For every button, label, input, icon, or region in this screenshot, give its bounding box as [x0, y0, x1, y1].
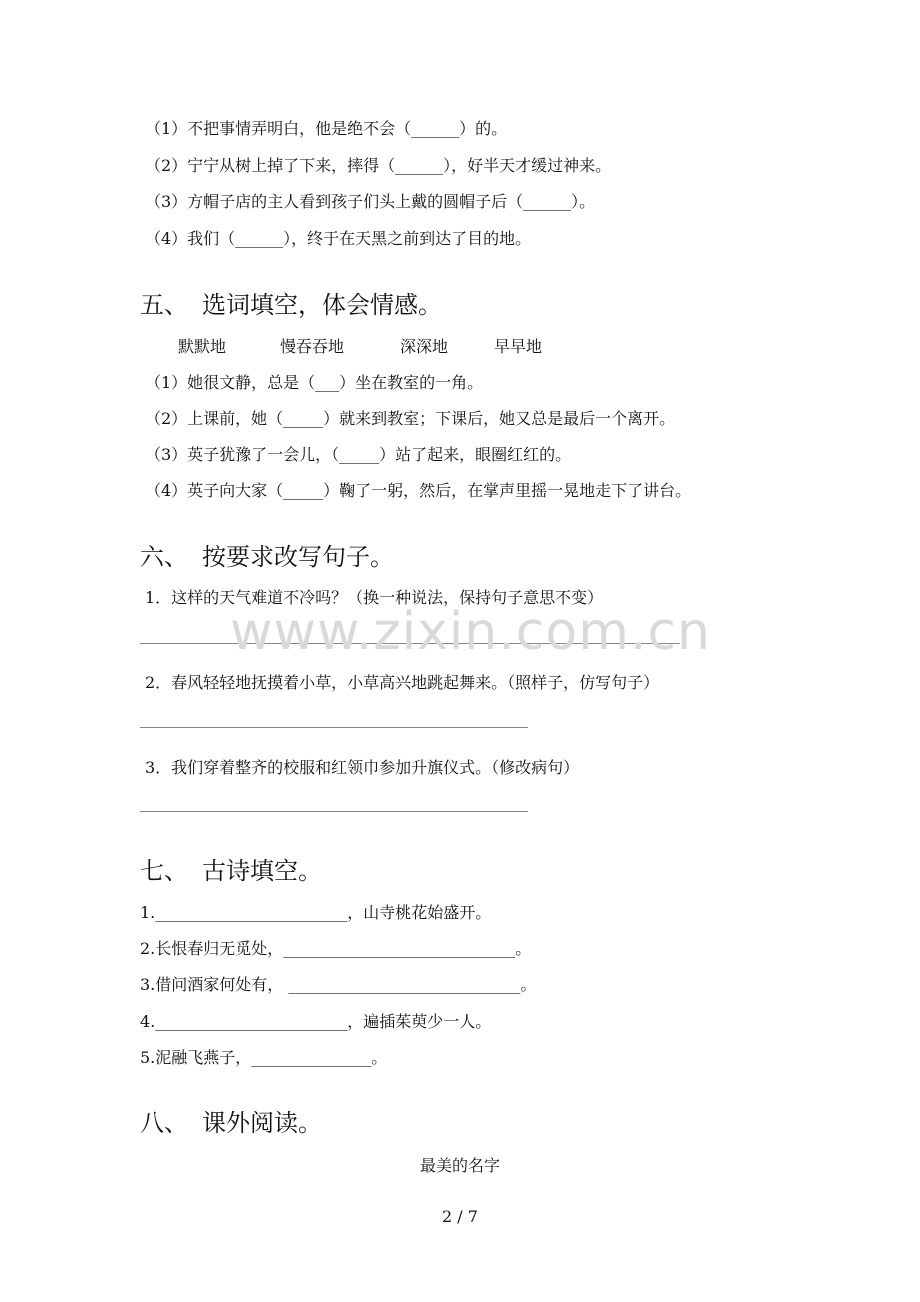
- poem-item-4: 4.________________________，遍插茱萸少一人。: [140, 1012, 492, 1031]
- section-8-number: 八、: [140, 1109, 188, 1137]
- question-4-1: （1）不把事情弄明白，他是绝不会（______）的。: [145, 119, 508, 138]
- question-5-4: （4）英子向大家（_____）鞠了一躬，然后，在掌声里摇一晃地走下了讲台。: [145, 481, 692, 500]
- section-6-heading: [140, 542, 394, 572]
- question-6-3: 3．我们穿着整齐的校服和红领巾参加升旗仪式。（修改病句）: [145, 758, 580, 777]
- poem-item-2: 2.长恨春归无觅处，_____________________________。: [140, 939, 532, 958]
- question-4-4: （4）我们（______），终于在天黑之前到达了目的地。: [145, 229, 532, 248]
- section-8-heading: [140, 1108, 322, 1138]
- section-7-title: 古诗填空。: [202, 857, 322, 885]
- section-7-heading: [140, 856, 322, 886]
- question-4-3: （3）方帽子店的主人看到孩子们头上戴的圆帽子后（______）。: [145, 192, 596, 211]
- word-bank-item: 早早地: [494, 337, 543, 356]
- section-7-number: 七、: [140, 857, 188, 885]
- passage-title: 最美的名字: [419, 1156, 500, 1175]
- question-5-3: （3）英子犹豫了一会儿，（_____）站了起来，眼圈红红的。: [145, 445, 572, 464]
- section-6-title: 按要求改写句子。: [202, 543, 394, 571]
- poem-item-3: 3.借问酒家何处有， _____________________________。: [140, 975, 537, 994]
- question-4-2: （2）宁宁从树上掉了下来，摔得（______），好半天才缓过神来。: [145, 156, 612, 175]
- answer-line[interactable]: [140, 811, 528, 812]
- poem-item-5: 5.泥融飞燕子，_______________。: [140, 1048, 388, 1067]
- question-6-1: 1．这样的天气难道不冷吗？（换一种说法，保持句子意思不变）: [145, 588, 604, 607]
- section-8-title: 课外阅读。: [202, 1109, 322, 1137]
- question-6-2: 2．春风轻轻地抚摸着小草，小草高兴地跳起舞来。（照样子，仿写句子）: [145, 673, 660, 692]
- section-5-number: 五、: [140, 291, 188, 319]
- word-bank-item: 默默地: [178, 337, 227, 356]
- poem-item-1: 1.________________________，山寺桃花始盛开。: [140, 903, 492, 922]
- section-5-title: 选词填空，体会情感。: [202, 291, 442, 319]
- section-6-number: 六、: [140, 543, 188, 571]
- word-bank-item: 深深地: [400, 337, 449, 356]
- answer-line[interactable]: [140, 727, 528, 728]
- section-5-heading: [140, 290, 442, 320]
- watermark: www.zixin.com.cn: [230, 602, 711, 662]
- word-bank-item: 慢吞吞地: [280, 337, 345, 356]
- question-5-2: （2）上课前，她（_____）就来到教室；下课后，她又总是最后一个离开。: [145, 409, 676, 428]
- page-number: 2 / 7: [442, 1207, 478, 1226]
- question-5-1: （1）她很文静，总是（___）坐在教室的一角。: [145, 373, 484, 392]
